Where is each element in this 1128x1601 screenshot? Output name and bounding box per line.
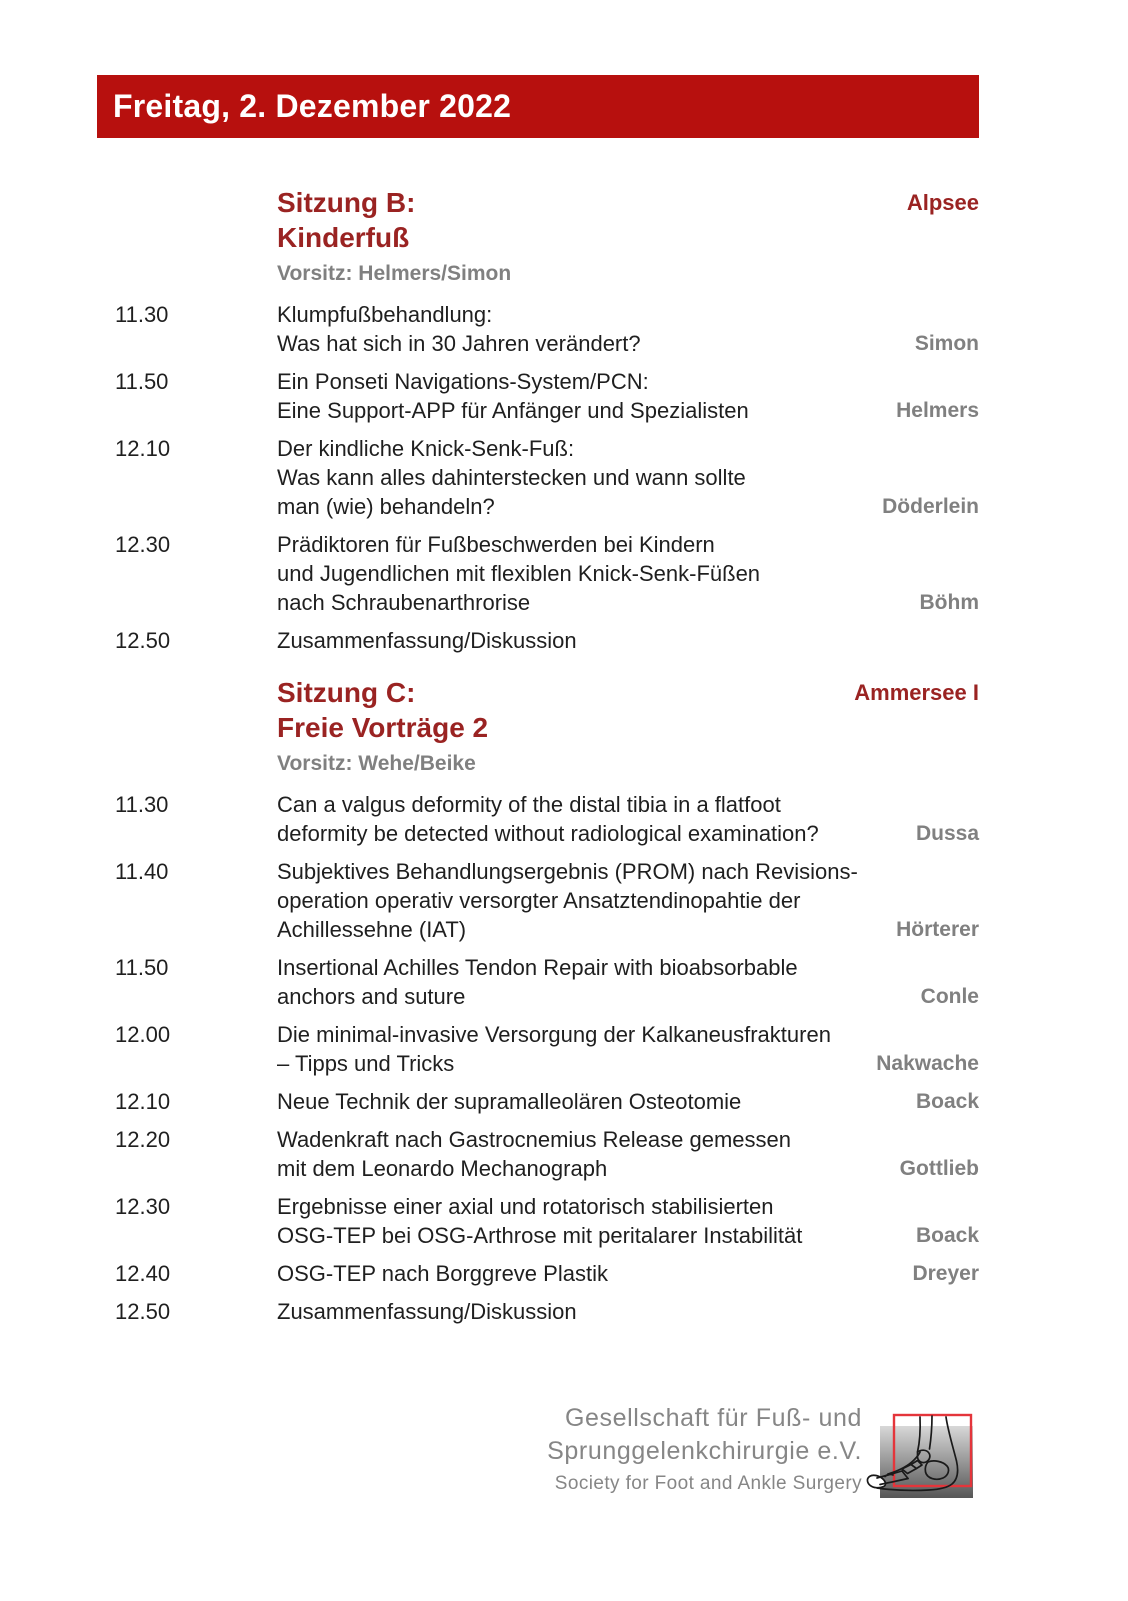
entry-title-line: operation operativ versorgter Ansatztendinopahtie der — [277, 888, 801, 913]
entry-title-line: man (wie) behandeln? — [277, 494, 495, 519]
entry-time: 12.40 — [115, 1261, 171, 1286]
entry-title-line: Zusammenfassung/Diskussion — [277, 628, 577, 653]
entry-time: 12.50 — [115, 1299, 171, 1324]
program-entry — [115, 1297, 979, 1326]
foot-skeleton-logo — [864, 1405, 979, 1505]
program-entry — [115, 953, 979, 1011]
session-room: Alpsee — [906, 190, 979, 215]
entry-title-line: Can a valgus deformity of the distal tibia in a flatfoot — [277, 792, 781, 817]
entry-title — [277, 1020, 862, 1078]
session-head — [115, 675, 979, 745]
entry-title-line: mit dem Leonardo Mechanograph — [277, 1156, 608, 1181]
program-entry — [115, 1087, 979, 1116]
entry-time: 12.00 — [115, 1022, 171, 1047]
entry-speaker: Conle — [920, 985, 979, 1008]
org-name-de-line2: Sprunggelenkchirurgie e.V. — [547, 1437, 862, 1465]
entry-title-line: nach Schraubenarthrorise — [277, 590, 531, 615]
program-entry — [115, 626, 979, 655]
entry-title — [277, 953, 907, 1011]
session-title-line2: Freie Vorträge 2 — [277, 712, 489, 743]
entry-time: 12.50 — [115, 628, 171, 653]
entry-title-line: anchors and suture — [277, 984, 466, 1009]
program-entry — [115, 367, 979, 425]
entry-title-line: OSG-TEP bei OSG-Arthrose mit peritalarer Instabilität — [277, 1223, 803, 1248]
program-entry — [115, 1192, 979, 1250]
entry-title-line: Klumpfußbehandlung: — [277, 302, 493, 327]
program-entry — [115, 1020, 979, 1078]
date-title: Freitag, 2. Dezember 2022 — [113, 88, 512, 124]
entry-time: 12.30 — [115, 1194, 171, 1219]
program-entry — [115, 1259, 979, 1288]
session-title — [277, 675, 854, 745]
session-room: Ammersee I — [854, 680, 979, 705]
session-block — [115, 675, 979, 1326]
session-entries — [115, 300, 979, 655]
entry-time: 12.20 — [115, 1127, 171, 1152]
org-name-de-line1: Gesellschaft für Fuß- und — [564, 1404, 862, 1432]
organization-name — [547, 1402, 862, 1499]
entry-title-line: Ergebnisse einer axial und rotatorisch stabilisierten — [277, 1194, 774, 1219]
session-head — [115, 185, 979, 255]
entry-title-line: und Jugendlichen mit flexiblen Knick-Senk-Füßen — [277, 561, 761, 586]
entry-title-line: Was hat sich in 30 Jahren verändert? — [277, 331, 641, 356]
entry-time: 11.50 — [115, 369, 169, 394]
entry-speaker: Hörterer — [896, 918, 979, 941]
entry-speaker: Boack — [915, 1090, 979, 1113]
entry-title-line: Ein Ponseti Navigations-System/PCN: — [277, 369, 649, 394]
program-entry — [115, 1125, 979, 1183]
entry-title — [277, 300, 901, 358]
entry-title-line: Der kindliche Knick-Senk-Fuß: — [277, 436, 575, 461]
entry-title-line: Insertional Achilles Tendon Repair with bioabsorbable — [277, 955, 798, 980]
entry-title-line: Wadenkraft nach Gastrocnemius Release gemessen — [277, 1127, 791, 1152]
entry-time: 11.30 — [115, 302, 169, 327]
entry-speaker: Dussa — [915, 822, 979, 845]
entry-time: 11.30 — [115, 792, 169, 817]
session-title-line1: Sitzung B: — [277, 187, 416, 218]
entry-title — [277, 434, 868, 521]
session-title-line2: Kinderfuß — [277, 222, 410, 253]
session-chair: Vorsitz: Wehe/Beike — [277, 752, 476, 775]
entry-title — [277, 1125, 886, 1183]
program-entry — [115, 790, 979, 848]
program-entry — [115, 300, 979, 358]
entry-title — [277, 1297, 965, 1326]
program-entry — [115, 857, 979, 944]
entry-title — [277, 857, 882, 944]
date-header-bar — [97, 75, 979, 138]
entry-time: 12.10 — [115, 436, 171, 461]
entry-speaker: Helmers — [896, 399, 979, 422]
entry-title — [277, 530, 906, 617]
entry-title-line: deformity be detected without radiological examination? — [277, 821, 819, 846]
entry-title-line: Neue Technik der supramalleolären Osteotomie — [277, 1089, 742, 1114]
entry-title — [277, 367, 882, 425]
entry-title — [277, 1087, 902, 1116]
entry-time: 12.10 — [115, 1089, 171, 1114]
entry-speaker: Boack — [915, 1224, 979, 1247]
entry-title — [277, 1192, 902, 1250]
entry-title-line: – Tipps und Tricks — [277, 1051, 455, 1076]
entry-speaker: Dreyer — [912, 1262, 979, 1285]
program-entry — [115, 530, 979, 617]
session-block — [115, 185, 979, 655]
entry-speaker: Döderlein — [882, 495, 979, 518]
entry-speaker: Böhm — [919, 591, 979, 614]
entry-title-line: Subjektives Behandlungsergebnis (PROM) nach Revisions- — [277, 859, 858, 884]
entry-title-line: Prädiktoren für Fußbeschwerden bei Kindern — [277, 532, 715, 557]
program — [97, 185, 979, 1335]
entry-time: 11.50 — [115, 955, 169, 980]
entry-title-line: Die minimal-invasive Versorgung der Kalkaneusfrakturen — [277, 1022, 831, 1047]
entry-title-line: Achillessehne (IAT) — [277, 917, 467, 942]
session-title-line1: Sitzung C: — [277, 677, 416, 708]
entry-speaker: Gottlieb — [899, 1157, 979, 1180]
entry-title-line: Was kann alles dahinterstecken und wann sollte — [277, 465, 746, 490]
entry-time: 12.30 — [115, 532, 171, 557]
session-chair: Vorsitz: Helmers/Simon — [277, 262, 512, 285]
program-entry — [115, 434, 979, 521]
entry-speaker: Simon — [914, 332, 979, 355]
session-entries — [115, 790, 979, 1326]
entry-title-line: Eine Support-APP für Anfänger und Spezialisten — [277, 398, 749, 423]
entry-title — [277, 790, 902, 848]
session-title — [277, 185, 907, 255]
org-name-en: Society for Foot and Ankle Surgery — [554, 1473, 862, 1494]
entry-time: 11.40 — [115, 859, 169, 884]
entry-speaker: Nakwache — [876, 1052, 979, 1075]
entry-title-line: OSG-TEP nach Borggreve Plastik — [277, 1261, 608, 1286]
entry-title — [277, 1259, 898, 1288]
entry-title — [277, 626, 965, 655]
entry-title-line: Zusammenfassung/Diskussion — [277, 1299, 577, 1324]
